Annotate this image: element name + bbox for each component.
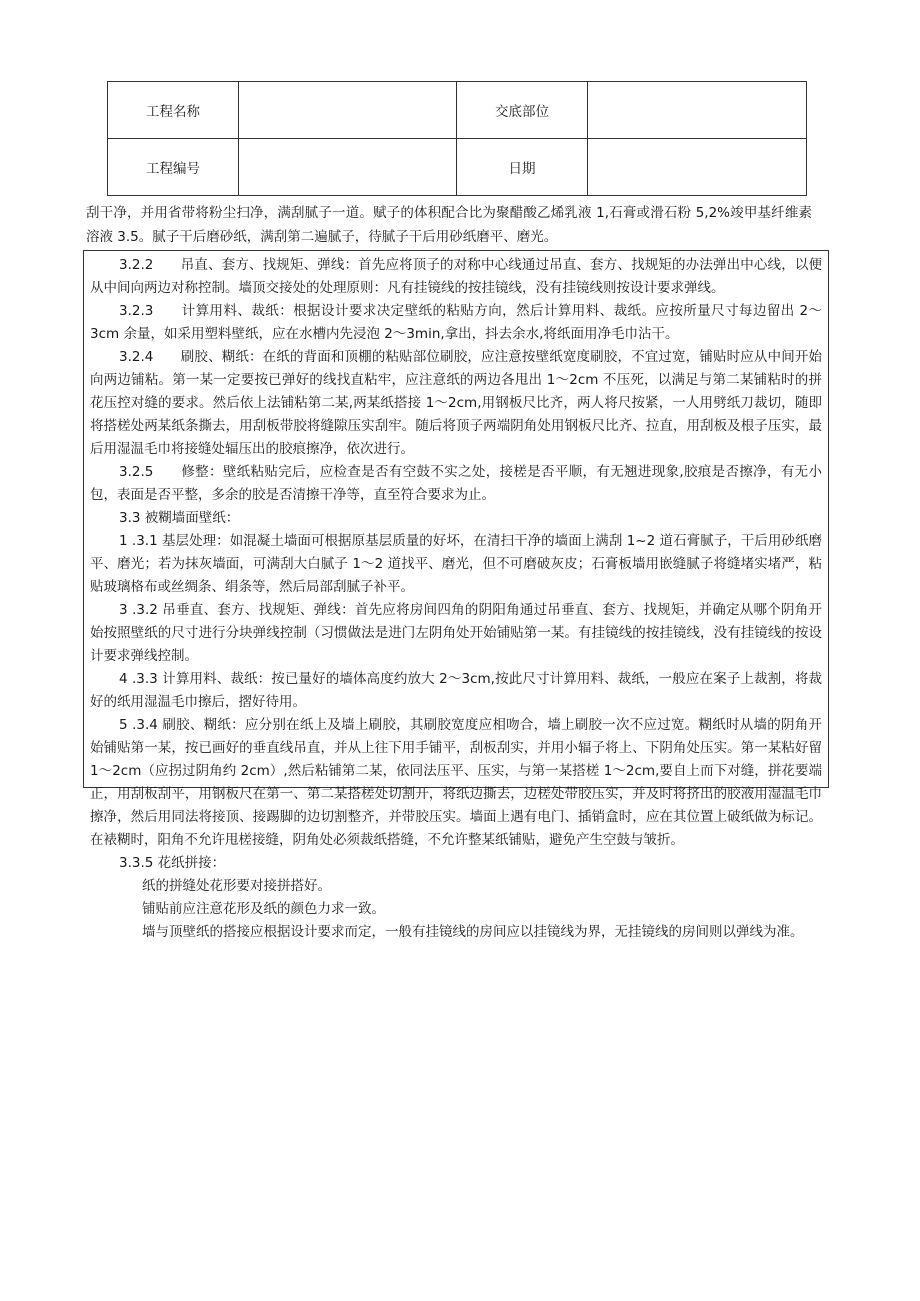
section-heading-3-3-5: 3.3.5 花纸拼接： <box>119 855 226 871</box>
header-table <box>107 81 807 196</box>
project-name-value <box>239 82 457 139</box>
paragraph-3-2-4: 3.2.4 刷胶、糊纸：在纸的背面和顶棚的粘贴部位刷胶，应注意按壁纸宽度刷胶，不宜过宽，铺贴时应从中间开始向两边铺粘。第一某一定要按已弹好的线找直粘牢，应注意纸的两边各甩出 1～2cm 不压死，以满足与第二某铺粘时的拼花压控对缝的要求。然后依上法铺粘第二某,两某纸搭接 1～2cm,用钢板尺比齐，两人将尺按紧，一人用劈纸刀裁切，随即将搭槎处两某纸条撕去，用刮板带胶将缝隙压实刮牢。随后将顶子两端阴角处用钢板尺比齐、拉直，用刮板及根子压实，最后用湿温毛巾将接缝处辐压出的胶痕擦净，依次进行。 <box>90 349 822 457</box>
disclosure-part-label: 交底部位 <box>457 82 588 139</box>
content-box <box>83 250 829 940</box>
pattern-joint-item-2: 铺贴前应注意花形及纸的颜色力求一致。 <box>142 901 385 917</box>
paragraph-3-2-5: 3.2.5 修整：壁纸粘贴完后，应检查是否有空鼓不实之处，接槎是否平顺，有无翘进现象,胶痕是否擦净，有无小包，表面是否平整，多余的胶是否清擦干净等，直至符合要求为止。 <box>90 464 822 503</box>
date-label: 日期 <box>457 139 588 196</box>
paragraph-3-2-3: 3.2.3 计算用料、裁纸：根据设计要求决定壁纸的粘贴方向，然后计算用料、裁纸。应按所量尺寸每边留出 2～3cm 余量，如采用塑料壁纸，应在水槽内先浸泡 2～3min,拿出，抖去余水,将纸面用净毛巾沾干。 <box>90 303 822 342</box>
section-heading-3-3: 3.3 被糊墙面壁纸： <box>119 510 240 526</box>
paragraph-3-3-3: 4 .3.3 计算用料、裁纸：按已量好的墙体高度约放大 2～3cm,按此尺寸计算用料、裁纸，一般应在案子上裁割，将裁好的纸用湿温毛巾擦后，摺好待用。 <box>90 671 822 710</box>
header-row-2 <box>108 139 807 196</box>
project-number-value <box>239 139 457 196</box>
paragraph-3-3-1: 1 .3.1 基层处理：如混凝土墙面可根据原基层质量的好坏，在清扫干净的墙面上满刮 1~2 道石膏腻子，干后用砂纸磨平、磨光；若为抹灰墙面，可满刮大白腻子 1～2 道找平、磨光，但不可磨破灰皮；石膏板墙用嵌缝腻子将缝堵实堵严，粘贴玻璃格布或丝绸条、绢条等，然后局部刮腻子补平。 <box>90 533 822 595</box>
pattern-joint-item-1: 纸的拼缝处花形要对接拼搭好。 <box>142 878 331 894</box>
header-row-1 <box>108 82 807 139</box>
paragraph-3-3-2: 3 .3.2 吊垂直、套方、找规矩、弹线：首先应将房间四角的阴阳角通过吊垂直、套方、找规矩，并确定从哪个阴角开始按照壁纸的尺寸进行分块弹线控制（习惯做法是进门左阴角处开始铺贴第一某。有挂镜线的按挂镜线，没有挂镜线的按设计要求弹线控制。 <box>90 602 822 664</box>
continuation-text: 刮干净，并用省带将粉尘扫净，满刮腻子一道。赋子的体积配合比为聚醋酸乙烯乳液 1,石膏或滑石粉 5,2%竣甲基纤维素溶液 3.5。腻子干后磨砂纸，满刮第二遍腻子，待腻子干后用砂纸磨平、磨光。 <box>86 205 812 245</box>
pattern-joint-item-3: 墙与顶壁纸的搭接应根据设计要求而定，一般有挂镜线的房间应以挂镜线为界，无挂镜线的房间则以弹线为准。 <box>142 924 804 940</box>
project-number-label: 工程编号 <box>108 139 239 196</box>
date-value <box>588 139 807 196</box>
project-name-label: 工程名称 <box>108 82 239 139</box>
paragraph-3-2-2: 3.2.2 吊直、套方、找规矩、弹线：首先应将顶子的对称中心线通过吊直、套方、找规矩的办法弹出中心线，以便从中间向两边对称控制。墙顶交接处的处理原则：凡有挂镜线的按挂镜线，没有挂镜线则按设计要求弹线。 <box>90 257 822 296</box>
disclosure-part-value <box>588 82 807 139</box>
paragraph-3-3-4: 5 .3.4 刷胶、糊纸：应分别在纸上及墙上刷胶，其刷胶宽度应相吻合，墙上刷胶一次不应过宽。糊纸时从墙的阴角开始铺贴第一某，按已画好的垂直线吊直，并从上往下用手铺平，刮板刮实，并用小辐子将上、下阴角处压实。第一某粘好留 1～2cm（应拐过阴角约 2cm）,然后粘铺第二某，依同法压平、压实，与第一某搭槎 1～2cm,要自上而下对缝，拼花要端正，用刮板刮平，用钢板尺在第一、第二某搭槎处切割开，将纸边撕去，边槎处带胶压实，并及时将挤出的胶液用湿温毛巾擦净，然后用同法将接顶、接踢脚的边切割整齐，并带胶压实。墙面上遇有电门、插销盒时，应在其位置上破纸做为标记。在裱糊时，阳角不允许甩槎接缝，阴角处必须裁纸搭缝，不允许整某纸铺贴，避免产生空鼓与皱折。 <box>90 717 822 848</box>
